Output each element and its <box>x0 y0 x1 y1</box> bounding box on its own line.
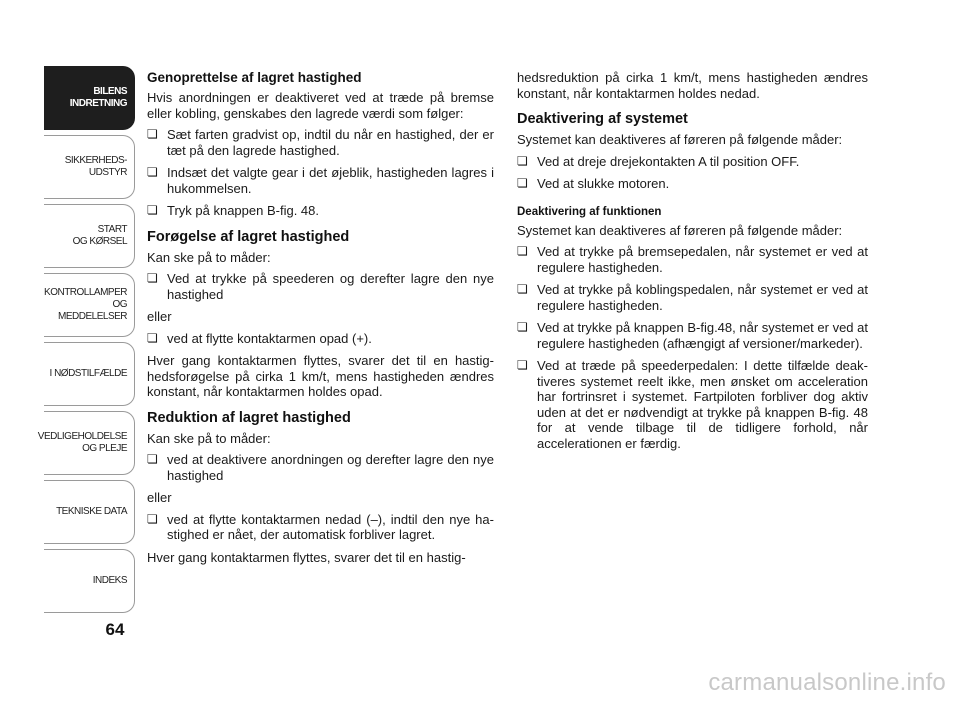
paragraph: hedsreduktion på cirka 1 km/t, mens hastigheden ændres konstant, når kontaktarmen holdes nedad. <box>517 70 868 101</box>
section-heading: Reduktion af lagret hastighed <box>147 409 351 426</box>
tab-label: BILENS INDRETNING <box>69 86 127 109</box>
section-heading: Genoprettelse af lagret hastighed <box>147 70 362 85</box>
watermark: carmanualsonline.info <box>708 669 946 696</box>
list-item: ❏ Ved at trykke på koblingspedalen, når systemet er ved at regulere hastigheden. <box>517 282 868 313</box>
list-item: ❏ Ved at trykke på speederen og derefter lagre den nye hastighed <box>147 271 494 302</box>
tab-indeks[interactable] <box>44 549 135 613</box>
list-item: ❏ Ved at træde på speederpedalen: I dette tilfælde deaktiveres systemet reelt ikke, men ønsket om acceleration har fortrinsret i systemet. Fartpiloten forbliver dog aktiv uden at det er nødvendigt at trykke på knappen B-fig. 48 for at vende tilbage til de tidligere forhold, når accelerationen er færdig. <box>517 358 868 451</box>
bullet-list <box>147 127 494 219</box>
list-item: ❏ ved at deaktivere anordningen og derefter lagre den nye hastighed <box>147 452 494 483</box>
list-item: ❏ Ved at dreje drejekontakten A til position OFF. <box>517 154 868 170</box>
paragraph: eller <box>147 309 172 324</box>
tab-kontrollamper[interactable] <box>44 273 135 337</box>
paragraph: Systemet kan deaktiveres af føreren på følgende måder: <box>517 222 843 238</box>
list-item: ❏ ved at flytte kontaktarmen nedad (–), indtil den nye hastighed er nået, der automatisk forbliver lagret. <box>147 512 494 543</box>
list-item: ❏ Sæt farten gradvist op, indtil du når en hastighed, der er tæt på den lagrede hastighed. <box>147 127 494 158</box>
paragraph: Kan ske på to måder: <box>147 430 271 446</box>
list-item: ❏ Indsæt det valgte gear i det øjeblik, hastigheden lagres i hukommelsen. <box>147 165 494 196</box>
bullet-list <box>147 452 494 483</box>
bullet-list <box>517 154 868 192</box>
tab-label: INDEKS <box>92 575 127 586</box>
list-item: ❏ Tryk på knappen B-fig. 48. <box>147 203 494 219</box>
paragraph: eller <box>147 490 172 505</box>
bullet-list <box>517 244 868 451</box>
tab-label: VEDLIGEHOLDELSE OG PLEJE <box>37 431 127 454</box>
chapter-tabs <box>37 66 135 618</box>
list-item: ❏ Ved at trykke på bremsepedalen, når systemet er ved at regulere hastigheden. <box>517 244 868 275</box>
list-item: ❏ Ved at slukke motoren. <box>517 176 868 192</box>
tab-label: START OG KØRSEL <box>72 224 127 247</box>
tab-tekniske-data[interactable] <box>44 480 135 544</box>
section-heading: Deaktivering af systemet <box>517 111 688 127</box>
bullet-list <box>147 271 494 302</box>
bullet-list <box>147 512 494 543</box>
list-item: ❏ ved at flytte kontaktarmen opad (+). <box>147 331 494 347</box>
subsection-heading: Deaktivering af funktionen <box>517 205 662 218</box>
tab-vedligeholdelse[interactable] <box>37 411 135 475</box>
tab-start-og-korsel[interactable] <box>44 204 135 268</box>
paragraph: Kan ske på to måder: <box>147 249 271 265</box>
right-column <box>517 70 868 458</box>
page-number: 64 <box>105 620 125 639</box>
tab-sikkerhedsudstyr[interactable] <box>44 135 135 199</box>
bullet-list <box>147 331 494 347</box>
tab-label: SIKKERHEDS- UDSTYR <box>64 155 127 178</box>
tab-bilens-indretning[interactable] <box>44 66 135 130</box>
tab-label: I NØDSTILFÆLDE <box>49 368 127 379</box>
tab-i-nodstilfaelde[interactable] <box>44 342 135 406</box>
paragraph: Hver gang kontaktarmen flyttes, svarer det til en hastighedsforøgelse på cirka 1 km/t, mens hastigheden ændres konstant, når kontaktarmen holdes opad. <box>147 353 494 399</box>
left-column <box>147 70 494 571</box>
tab-label: KONTROLLAMPER OG MEDDELELSER <box>44 287 127 322</box>
list-item: ❏ Ved at trykke på knappen B-fig.48, når systemet er ved at regulere hastigheden (afhængigt af versioner/markeder). <box>517 320 868 351</box>
tab-label: TEKNISKE DATA <box>56 506 127 517</box>
paragraph: Systemet kan deaktiveres af føreren på følgende måder: <box>517 132 843 147</box>
paragraph: Hvis anordningen er deaktiveret ved at træde på bremse eller kobling, genskabes den lagrede værdi som følger: <box>147 90 494 121</box>
section-heading: Forøgelse af lagret hastighed <box>147 228 350 245</box>
paragraph: Hver gang kontaktarmen flyttes, svarer det til en hastig- <box>147 549 466 565</box>
